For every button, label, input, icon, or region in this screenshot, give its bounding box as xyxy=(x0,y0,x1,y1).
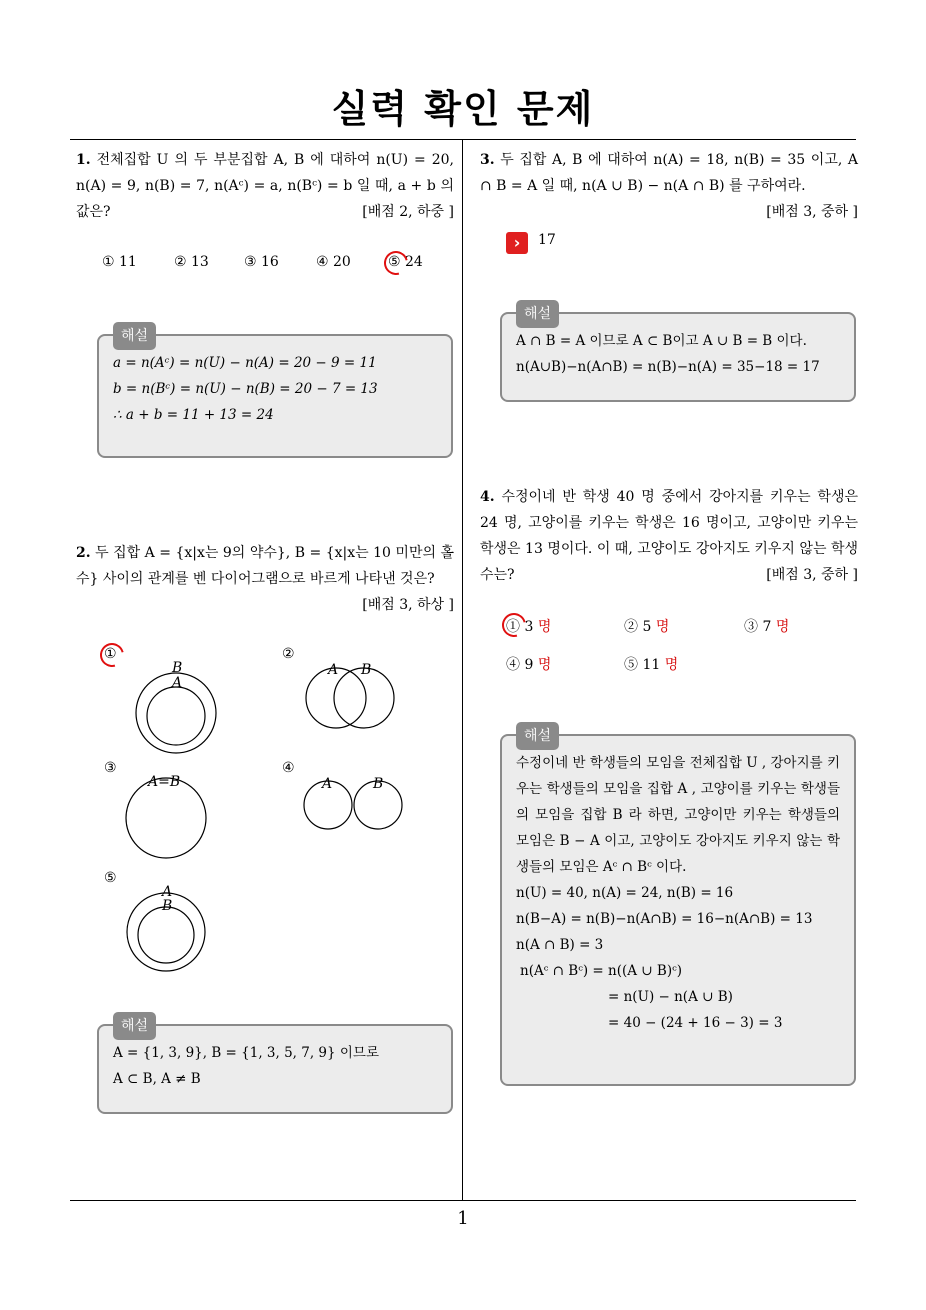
solution-line: A = {1, 3, 9}, B = {1, 3, 5, 7, 9} 이므로 xyxy=(113,1045,380,1061)
question-meta: [배점 2, 하중 ] xyxy=(362,204,454,220)
diagram-choice-5[interactable]: ⑤ xyxy=(104,870,117,886)
solution-line: A ⊂ B, A ≠ B xyxy=(113,1071,201,1087)
choice-4[interactable]: ④ 9 명 xyxy=(506,657,552,673)
answer-arrow-icon: › xyxy=(506,232,528,254)
solution-tab: 해설 xyxy=(516,300,559,328)
set-label: B xyxy=(361,662,372,678)
diagram-choice-2[interactable]: ② xyxy=(282,646,295,662)
bottom-divider xyxy=(70,1200,856,1201)
question-number: 3. xyxy=(480,152,495,168)
choice-2[interactable]: ② 13 xyxy=(174,254,209,270)
solution-line: ∴ a + b = 11 + 13 = 24 xyxy=(113,407,274,423)
choice-3[interactable]: ③ 16 xyxy=(244,254,279,270)
solution-line: n(A ∩ B) = 3 xyxy=(516,937,604,953)
set-label: A=B xyxy=(148,774,181,790)
choice-list xyxy=(506,616,846,676)
selected-mark-icon xyxy=(96,639,129,672)
question-text: 수정이네 반 학생 40 명 중에서 강아지를 키우는 학생은 24 명, 고양이를 키우는 학생은 16 명이고, 고양이만 키우는 학생은 13 명이다. 이 때, 고양이도 강아지도 키우지 않는 학생 수는? xyxy=(480,489,858,583)
solution-tab: 해설 xyxy=(516,722,559,750)
venn-diagram-5 xyxy=(118,880,218,974)
question-4 xyxy=(480,484,858,588)
question-meta: [배점 3, 하상 ] xyxy=(362,597,454,613)
choice-list xyxy=(102,254,442,274)
question-number: 1. xyxy=(76,152,91,168)
set-label: A xyxy=(162,884,173,900)
set-label: A xyxy=(328,662,339,678)
solution-paragraph: 수정이네 반 학생들의 모임을 전체집합 U , 강아지를 키우는 학생들의 모임을 집합 A , 고양이를 키우는 학생들의 모임을 집합 B 라 하면, 고양이만 키우는 학생들의 모임은 B − A 이고, 고양이도 강아지도 키우지 않는 학생들의 모임은 Aᶜ ∩ Bᶜ 이다. xyxy=(516,755,840,875)
question-text: 두 집합 A, B 에 대하여 n(A) = 18, n(B) = 35 이고, A ∩ B = A 일 때, n(A ∪ B) − n(A ∩ B) 를 구하여라. xyxy=(480,152,859,194)
question-text: 두 집합 A = {x|x는 9의 약수}, B = {x|x는 10 미만의 홀수} 사이의 관계를 벤 다이어그램으로 바르게 나타낸 것은? xyxy=(76,545,455,587)
question-number: 2. xyxy=(76,545,91,561)
solution-tab: 해설 xyxy=(113,322,156,350)
page-number: 1 xyxy=(457,1208,469,1229)
solution-line: = n(U) − n(A ∪ B) xyxy=(608,989,733,1005)
solution-line: n(A∪B)−n(A∩B) = n(B)−n(A) = 35−18 = 17 xyxy=(516,359,820,375)
solution-line: n(Aᶜ ∩ Bᶜ) = n((A ∪ B)ᶜ) xyxy=(520,963,683,979)
diagram-choice-1[interactable]: ① xyxy=(104,646,117,662)
solution-box-3 xyxy=(500,306,856,402)
choice-3[interactable]: ③ 7 명 xyxy=(744,619,790,635)
venn-diagram-4 xyxy=(298,770,410,834)
diagram-choice-4[interactable]: ④ xyxy=(282,760,295,776)
solution-line: A ∩ B = A 이므로 A ⊂ B이고 A ∪ B = B 이다. xyxy=(516,333,807,349)
choice-2[interactable]: ② 5 명 xyxy=(624,619,670,635)
top-divider xyxy=(70,139,856,140)
choice-1[interactable]: ① 11 xyxy=(102,254,137,270)
solution-line: n(B−A) = n(B)−n(A∩B) = 16−n(A∩B) = 13 xyxy=(516,911,813,927)
solution-line: = 40 − (24 + 16 − 3) = 3 xyxy=(608,1015,783,1031)
solution-box-4 xyxy=(500,728,856,1086)
solution-box-1 xyxy=(97,328,453,458)
solution-line: b = n(Bᶜ) = n(U) − n(B) = 20 − 7 = 13 xyxy=(113,381,378,397)
question-2 xyxy=(76,540,454,618)
choice-1[interactable]: ① 3 명 xyxy=(506,619,552,635)
choice-5[interactable]: ⑤ 24 xyxy=(388,254,423,270)
answer-text: 17 xyxy=(538,232,556,248)
question-3 xyxy=(480,147,858,225)
question-1 xyxy=(76,147,454,225)
solution-box-2 xyxy=(97,1018,453,1114)
question-meta: [배점 3, 중하 ] xyxy=(766,204,858,220)
choice-4[interactable]: ④ 20 xyxy=(316,254,351,270)
solution-line: a = n(Aᶜ) = n(U) − n(A) = 20 − 9 = 11 xyxy=(113,355,377,371)
set-label: A xyxy=(172,675,183,691)
set-label: A xyxy=(322,776,333,792)
venn-diagram-2 xyxy=(298,658,408,738)
question-meta: [배점 3, 중하 ] xyxy=(766,567,858,583)
set-label: B xyxy=(172,660,183,676)
solution-line: n(U) = 40, n(A) = 24, n(B) = 16 xyxy=(516,885,734,901)
page-title: 실력 확인 문제 xyxy=(331,87,595,131)
venn-diagram-1 xyxy=(126,658,226,758)
selected-mark-icon xyxy=(380,247,413,280)
question-text: 전체집합 U 의 두 부분집합 A, B 에 대하여 n(U) = 20, n(A) = 9, n(B) = 7, n(Aᶜ) = a, n(Bᶜ) = b 일 때, a + b 의 값은? xyxy=(76,152,455,220)
choice-5[interactable]: ⑤ 11 명 xyxy=(624,657,679,673)
selected-mark-icon xyxy=(498,609,531,642)
diagram-choice-3[interactable]: ③ xyxy=(104,760,117,776)
venn-diagram-3 xyxy=(120,770,216,864)
question-number: 4. xyxy=(480,489,495,505)
column-divider xyxy=(462,140,463,1201)
set-label: B xyxy=(373,776,384,792)
set-label: B xyxy=(162,898,173,914)
solution-tab: 해설 xyxy=(113,1012,156,1040)
